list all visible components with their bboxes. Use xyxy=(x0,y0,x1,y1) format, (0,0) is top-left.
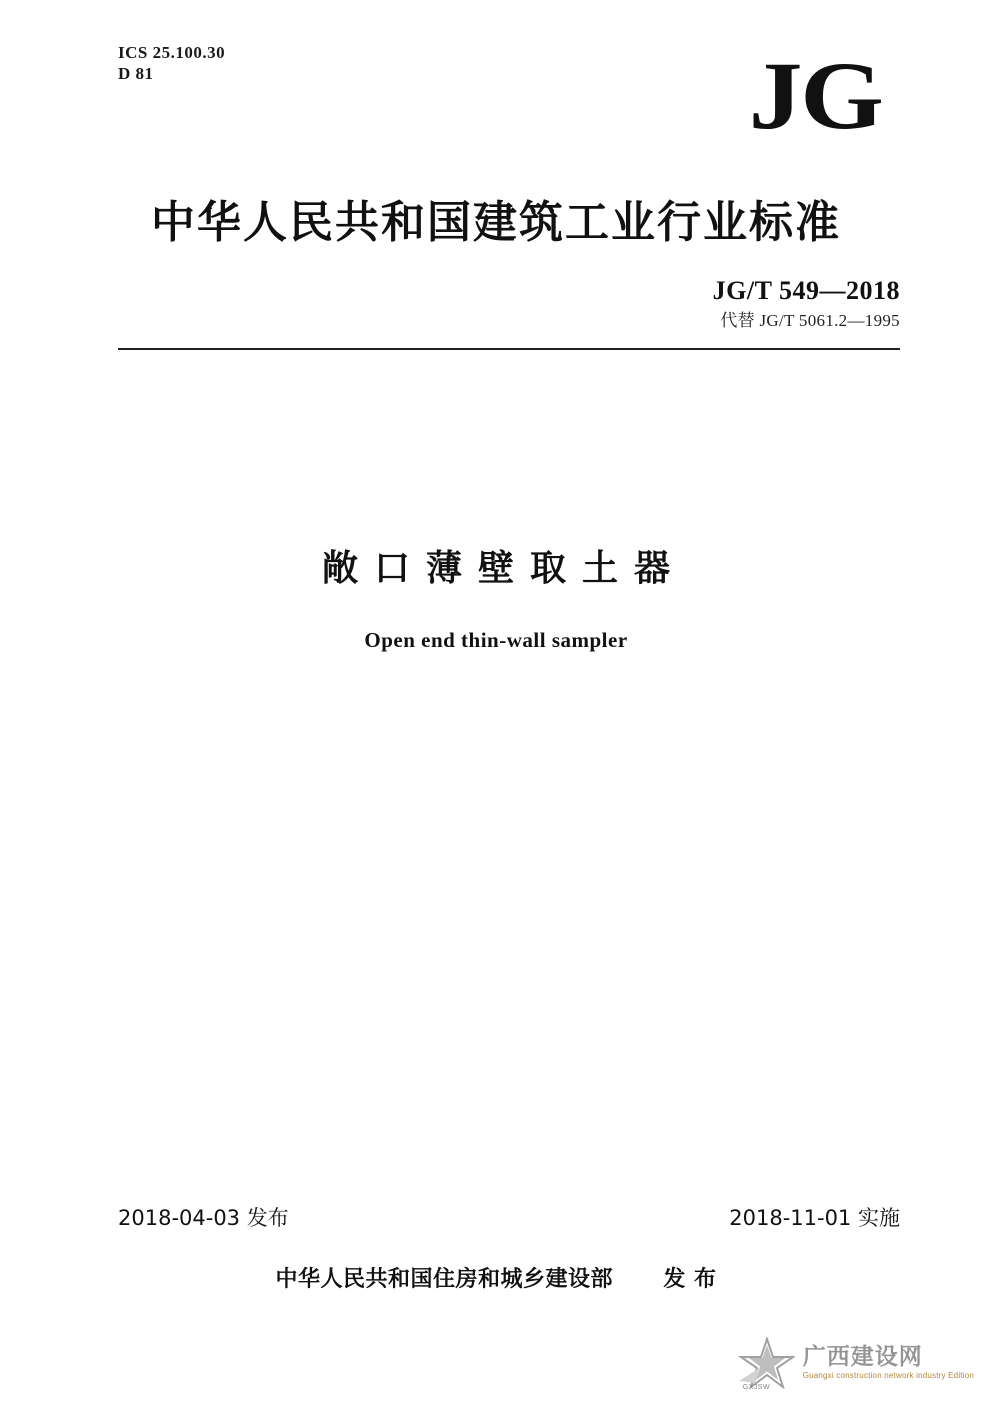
jg-logo: JG xyxy=(749,42,882,149)
ics-classification xyxy=(118,42,225,84)
header-divider xyxy=(118,348,900,350)
watermark-text xyxy=(803,1345,974,1381)
standard-series-heading: 中华人民共和国建筑工业行业标准 xyxy=(151,197,841,248)
ics-code: ICS 25.100.30 xyxy=(118,43,226,62)
watermark-name-cn: 广西建设网 xyxy=(802,1343,923,1370)
standard-replaces: 代替 JG/T 5061.2—1995 xyxy=(720,311,900,330)
site-watermark xyxy=(737,1337,974,1389)
dates-row xyxy=(118,1202,900,1232)
issue-date: 2018-04-03 发布 xyxy=(118,1206,289,1230)
star-icon xyxy=(737,1337,795,1389)
document-title-en: Open end thin-wall sampler xyxy=(364,628,628,652)
ccs-code: D 81 xyxy=(118,64,154,83)
implementation-date: 2018-11-01 实施 xyxy=(729,1206,900,1230)
watermark-name-en: Guangxi construction network industry Edition xyxy=(802,1371,974,1381)
issuing-authority xyxy=(0,1262,992,1293)
watermark-mark-sub: GXJSW xyxy=(742,1384,771,1391)
document-title-cn: 敞口薄壁取土器 xyxy=(321,548,686,589)
standard-number: JG/T 549—2018 xyxy=(712,276,900,305)
issuing-authority-name: 中华人民共和国住房和城乡建设部 xyxy=(275,1267,613,1292)
issuing-authority-suffix: 发 布 xyxy=(663,1267,717,1292)
